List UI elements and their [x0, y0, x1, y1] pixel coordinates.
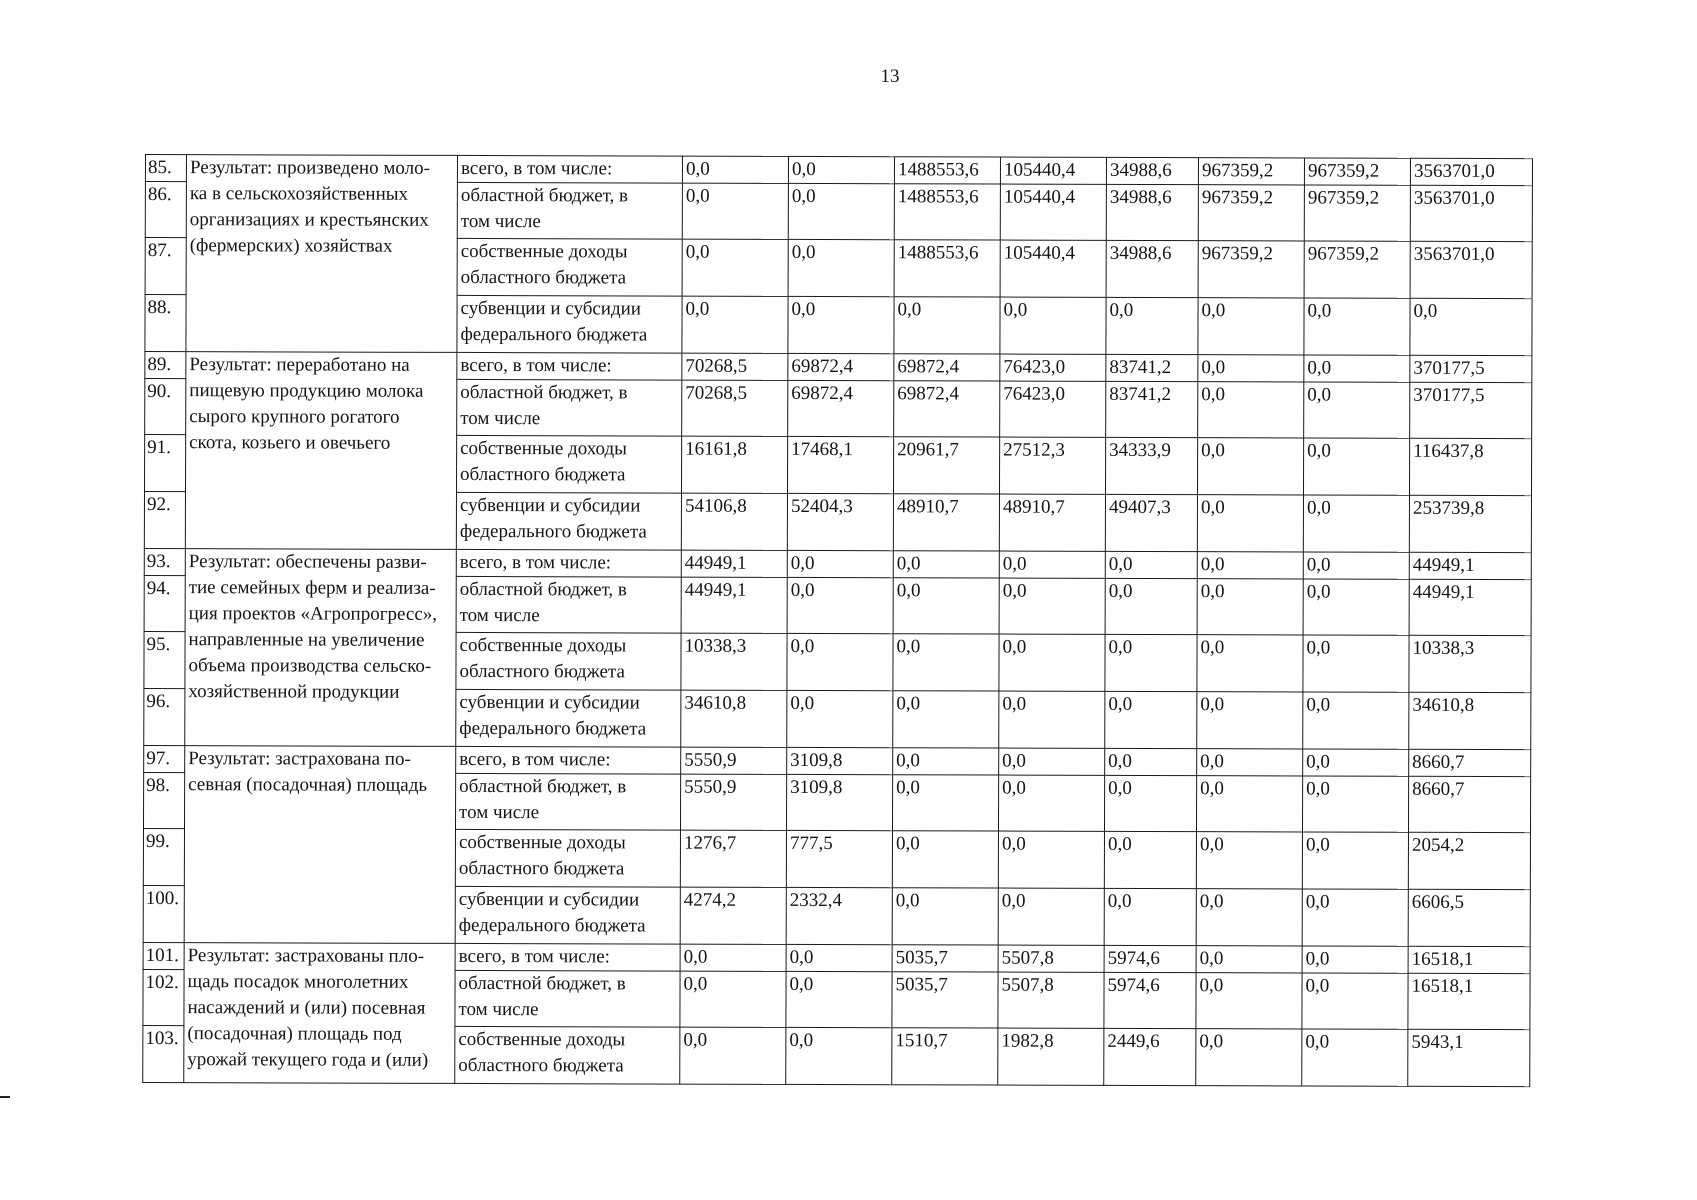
- funding-source: областной бюджет, в том числе: [455, 773, 680, 830]
- amount-cell: 0,0: [1196, 973, 1302, 1029]
- amount-cell: 70268,5: [682, 353, 788, 380]
- amount-cell: 0,0: [1106, 297, 1198, 354]
- amount-cell: 34988,6: [1106, 184, 1198, 240]
- amount-cell: 116437,8: [1409, 438, 1531, 495]
- amount-cell: 0,0: [682, 183, 788, 239]
- budget-table: [142, 154, 1533, 1087]
- amount-cell: 0,0: [894, 297, 1000, 354]
- amount-cell: 1276,7: [680, 830, 786, 887]
- amount-cell: 16518,1: [1408, 973, 1530, 1029]
- amount-cell: 16518,1: [1408, 946, 1530, 973]
- amount-cell: 105440,4: [1000, 157, 1106, 184]
- table-row: [145, 352, 1532, 383]
- funding-source: всего, в том числе:: [457, 352, 682, 380]
- amount-cell: 1510,7: [892, 1028, 998, 1085]
- funding-source: собственные доходы областного бюджета: [455, 1026, 680, 1084]
- amount-cell: 44949,1: [1409, 579, 1531, 635]
- amount-cell: 0,0: [999, 578, 1105, 634]
- amount-cell: 967359,2: [1304, 158, 1410, 185]
- amount-cell: 0,0: [1196, 1029, 1302, 1086]
- amount-cell: 0,0: [998, 831, 1104, 888]
- amount-cell: 0,0: [893, 748, 999, 775]
- amount-cell: 0,0: [1197, 635, 1303, 692]
- amount-cell: 105440,4: [1000, 240, 1106, 297]
- amount-cell: 34333,9: [1105, 437, 1197, 494]
- amount-cell: 0,0: [682, 239, 788, 296]
- result-description: Результат: переработано на пищевую продукцию молока сырого крупного рогатого скота, козьего и овечьего: [185, 352, 457, 550]
- result-description: Результат: обеспечены разви- тие семейных ферм и реализа- ция проектов «Агропрогресс», направленные на увеличение объема производства сельско- хозяйственной продукции: [185, 549, 457, 747]
- amount-cell: 0,0: [999, 634, 1105, 691]
- amount-cell: 0,0: [1197, 495, 1303, 552]
- amount-cell: 0,0: [998, 775, 1104, 831]
- amount-cell: 4274,2: [680, 887, 786, 944]
- amount-cell: 76423,0: [1000, 354, 1106, 381]
- amount-cell: 370177,5: [1410, 382, 1532, 438]
- row-number: 86.: [145, 182, 186, 238]
- amount-cell: 0,0: [1302, 973, 1408, 1029]
- funding-source: всего, в том числе:: [457, 155, 682, 183]
- row-number: 97.: [144, 745, 185, 772]
- amount-cell: 0,0: [787, 690, 893, 747]
- amount-cell: 967359,2: [1198, 241, 1304, 298]
- amount-cell: 34610,8: [681, 690, 787, 747]
- amount-cell: 0,0: [1198, 298, 1304, 355]
- funding-source: собственные доходы областного бюджета: [455, 829, 680, 887]
- amount-cell: 0,0: [680, 1027, 786, 1084]
- amount-cell: 5550,9: [681, 747, 787, 774]
- amount-cell: 0,0: [1304, 298, 1410, 355]
- amount-cell: 10338,3: [1409, 635, 1531, 692]
- funding-source: всего, в том числе:: [455, 943, 680, 971]
- amount-cell: 5974,6: [1104, 945, 1196, 972]
- funding-source: субвенции и субсидии федерального бюджета: [456, 492, 681, 550]
- amount-cell: 48910,7: [999, 494, 1105, 551]
- amount-cell: 0,0: [892, 775, 998, 831]
- amount-cell: 0,0: [1105, 634, 1197, 691]
- row-number: 96.: [144, 688, 185, 745]
- funding-source: субвенции и субсидии федерального бюджета: [455, 886, 680, 944]
- amount-cell: 0,0: [786, 1027, 892, 1084]
- amount-cell: 49407,3: [1105, 494, 1197, 551]
- amount-cell: 3563701,0: [1410, 185, 1532, 241]
- amount-cell: 2449,6: [1104, 1028, 1196, 1085]
- amount-cell: 967359,2: [1304, 185, 1410, 241]
- amount-cell: 0,0: [893, 691, 999, 748]
- amount-cell: 44949,1: [1409, 552, 1531, 579]
- result-description: Результат: произведено моло- ка в сельскохозяйственных организациях и крестьянских (фермерских) хозяйствах: [186, 155, 458, 353]
- amount-cell: 0,0: [1104, 775, 1196, 831]
- amount-cell: 6606,5: [1408, 889, 1530, 946]
- amount-cell: 0,0: [1304, 382, 1410, 438]
- amount-cell: 0,0: [1410, 298, 1532, 355]
- table-row: [143, 942, 1530, 973]
- amount-cell: 0,0: [787, 633, 893, 690]
- amount-cell: 0,0: [682, 156, 788, 183]
- row-number: 88.: [145, 295, 186, 352]
- amount-cell: 3109,8: [787, 747, 893, 774]
- amount-cell: 0,0: [998, 888, 1104, 945]
- result-description: Результат: застрахованы пло- щадь посадок многолетних насаждений и (или) посевная (посадочная) площадь под урожай текущего года и (или): [184, 943, 455, 1084]
- row-number: 93.: [144, 548, 185, 575]
- amount-cell: 0,0: [1303, 749, 1409, 776]
- result-description: Результат: застрахована по- севная (посадочная) площадь: [184, 746, 456, 944]
- amount-cell: 0,0: [787, 550, 893, 577]
- amount-cell: 3563701,0: [1410, 241, 1532, 298]
- amount-cell: 0,0: [1303, 692, 1409, 749]
- amount-cell: 3109,8: [786, 774, 892, 830]
- row-number: 103.: [143, 1025, 184, 1082]
- amount-cell: 0,0: [1198, 382, 1304, 438]
- amount-cell: 0,0: [1303, 579, 1409, 635]
- amount-cell: 69872,4: [894, 354, 1000, 381]
- amount-cell: 370177,5: [1410, 355, 1532, 382]
- amount-cell: 0,0: [892, 888, 998, 945]
- amount-cell: 253739,8: [1409, 495, 1531, 552]
- row-number: 100.: [143, 885, 184, 942]
- row-number: 102.: [143, 969, 184, 1025]
- row-number: 98.: [143, 772, 184, 828]
- amount-cell: 0,0: [1196, 889, 1302, 946]
- amount-cell: 0,0: [680, 971, 786, 1027]
- funding-source: субвенции и субсидии федерального бюджета: [457, 295, 682, 353]
- amount-cell: 76423,0: [1000, 381, 1106, 437]
- amount-cell: 0,0: [1196, 832, 1302, 889]
- amount-cell: 967359,2: [1198, 185, 1304, 241]
- amount-cell: 967359,2: [1304, 241, 1410, 298]
- amount-cell: 48910,7: [893, 494, 999, 551]
- amount-cell: 5943,1: [1408, 1029, 1530, 1086]
- amount-cell: 5550,9: [680, 774, 786, 830]
- row-number: 99.: [143, 828, 184, 885]
- amount-cell: 16161,8: [681, 436, 787, 493]
- budget-table-wrapper: [142, 154, 1533, 1087]
- amount-cell: 0,0: [788, 183, 894, 239]
- amount-cell: 0,0: [1197, 438, 1303, 495]
- amount-cell: 2054,2: [1408, 832, 1530, 889]
- amount-cell: 0,0: [788, 239, 894, 296]
- amount-cell: 105440,4: [1000, 184, 1106, 240]
- amount-cell: 967359,2: [1198, 158, 1304, 185]
- amount-cell: 0,0: [1197, 552, 1303, 579]
- amount-cell: 0,0: [999, 748, 1105, 775]
- amount-cell: 1488553,6: [894, 157, 1000, 184]
- amount-cell: 1982,8: [998, 1028, 1104, 1085]
- amount-cell: 0,0: [1105, 578, 1197, 634]
- amount-cell: 69872,4: [788, 380, 894, 436]
- amount-cell: 0,0: [682, 296, 788, 353]
- amount-cell: 0,0: [1302, 946, 1408, 973]
- amount-cell: 0,0: [787, 577, 893, 633]
- amount-cell: 5035,7: [892, 972, 998, 1028]
- amount-cell: 777,5: [786, 830, 892, 887]
- margin-mark: [0, 1096, 10, 1098]
- amount-cell: 70268,5: [682, 380, 788, 436]
- amount-cell: 0,0: [1105, 748, 1197, 775]
- amount-cell: 0,0: [1198, 355, 1304, 382]
- amount-cell: 0,0: [1303, 635, 1409, 692]
- row-number: 85.: [145, 155, 186, 182]
- amount-cell: 0,0: [788, 156, 894, 183]
- row-number: 92.: [144, 492, 185, 549]
- row-number: 89.: [145, 352, 186, 379]
- row-number: 91.: [144, 435, 185, 492]
- amount-cell: 0,0: [1302, 832, 1408, 889]
- amount-cell: 1488553,6: [894, 184, 1000, 240]
- amount-cell: 0,0: [680, 944, 786, 971]
- amount-cell: 1488553,6: [894, 240, 1000, 297]
- amount-cell: 5507,8: [998, 972, 1104, 1028]
- amount-cell: 0,0: [1104, 831, 1196, 888]
- row-number: 95.: [144, 631, 185, 688]
- table-body: [143, 155, 1533, 1087]
- amount-cell: 0,0: [999, 551, 1105, 578]
- amount-cell: 0,0: [1196, 946, 1302, 973]
- amount-cell: 44949,1: [681, 550, 787, 577]
- amount-cell: 0,0: [1105, 691, 1197, 748]
- amount-cell: 0,0: [999, 691, 1105, 748]
- table-row: [144, 548, 1531, 579]
- amount-cell: 0,0: [892, 831, 998, 888]
- amount-cell: 0,0: [1104, 888, 1196, 945]
- funding-source: всего, в том числе:: [456, 549, 681, 577]
- amount-cell: 83741,2: [1106, 381, 1198, 437]
- amount-cell: 0,0: [1303, 552, 1409, 579]
- amount-cell: 34610,8: [1409, 692, 1531, 749]
- funding-source: собственные доходы областного бюджета: [457, 238, 682, 296]
- funding-source: всего, в том числе:: [456, 746, 681, 774]
- amount-cell: 0,0: [786, 971, 892, 1027]
- row-number: 101.: [143, 942, 184, 969]
- amount-cell: 0,0: [1105, 551, 1197, 578]
- amount-cell: 34988,6: [1106, 157, 1198, 184]
- amount-cell: 5974,6: [1104, 972, 1196, 1028]
- amount-cell: 5507,8: [998, 945, 1104, 972]
- funding-source: областной бюджет, в том числе: [455, 970, 680, 1027]
- amount-cell: 0,0: [1302, 776, 1408, 832]
- amount-cell: 69872,4: [894, 381, 1000, 437]
- amount-cell: 2332,4: [786, 887, 892, 944]
- amount-cell: 20961,7: [893, 437, 999, 494]
- funding-source: областной бюджет, в том числе: [456, 576, 681, 633]
- amount-cell: 27512,3: [999, 437, 1105, 494]
- amount-cell: 3563701,0: [1410, 158, 1532, 185]
- amount-cell: 0,0: [1197, 692, 1303, 749]
- amount-cell: 0,0: [1304, 355, 1410, 382]
- funding-source: областной бюджет, в том числе: [457, 182, 682, 239]
- amount-cell: 0,0: [1197, 749, 1303, 776]
- amount-cell: 44949,1: [681, 577, 787, 633]
- funding-source: собственные доходы областного бюджета: [456, 632, 681, 690]
- amount-cell: 17468,1: [787, 436, 893, 493]
- amount-cell: 69872,4: [788, 353, 894, 380]
- amount-cell: 0,0: [893, 634, 999, 691]
- amount-cell: 0,0: [1197, 579, 1303, 635]
- amount-cell: 5035,7: [892, 945, 998, 972]
- amount-cell: 0,0: [1000, 297, 1106, 354]
- funding-source: собственные доходы областного бюджета: [456, 435, 681, 493]
- amount-cell: 0,0: [1303, 438, 1409, 495]
- amount-cell: 0,0: [786, 944, 892, 971]
- amount-cell: 54106,8: [681, 493, 787, 550]
- amount-cell: 0,0: [1302, 889, 1408, 946]
- amount-cell: 10338,3: [681, 633, 787, 690]
- amount-cell: 0,0: [893, 551, 999, 578]
- funding-source: областной бюджет, в том числе: [457, 379, 682, 436]
- row-number: 94.: [144, 575, 185, 631]
- row-number: 90.: [145, 379, 186, 435]
- table-row: [145, 155, 1532, 186]
- amount-cell: 83741,2: [1106, 354, 1198, 381]
- page-number: 13: [880, 66, 900, 87]
- amount-cell: 8660,7: [1409, 749, 1531, 776]
- funding-source: субвенции и субсидии федерального бюджета: [456, 689, 681, 747]
- amount-cell: 0,0: [788, 296, 894, 353]
- table-row: [144, 745, 1531, 776]
- amount-cell: 0,0: [1196, 776, 1302, 832]
- amount-cell: 52404,3: [787, 493, 893, 550]
- amount-cell: 0,0: [893, 578, 999, 634]
- amount-cell: 0,0: [1302, 1029, 1408, 1086]
- amount-cell: 34988,6: [1106, 240, 1198, 297]
- amount-cell: 0,0: [1303, 495, 1409, 552]
- amount-cell: 8660,7: [1408, 776, 1530, 832]
- row-number: 87.: [145, 238, 186, 295]
